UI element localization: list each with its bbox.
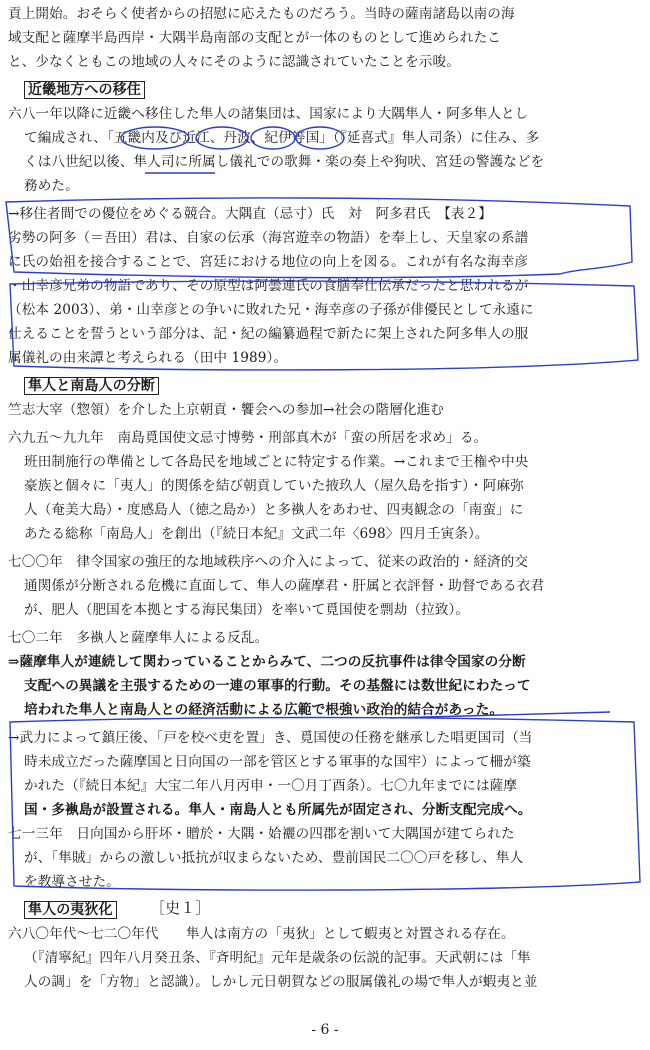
text-line: 貢上開始。おそらく使者からの招慰に応えたものだろう。当時の薩南諸島以南の海 (8, 6, 515, 22)
text-line: あたる総称「南島人」を創出（『続日本紀』文武二年〈698〉四月壬寅条）。 (24, 526, 489, 542)
section-heading-bundan: 隼人と南島人の分断 (24, 376, 159, 396)
text-line: 六九五〜九九年 南島覓国使文忌寸博勢・刑部真木が「蛮の所居を求め」る。 (8, 430, 488, 446)
text-line: 劣勢の阿多（＝吾田）君は、自家の伝承（海宮遊幸の物語）を奉上し、天皇家の系譜 (8, 230, 529, 246)
text-line: 六八一年以降に近畿へ移住した隼人の諸集団は、国家により大隅隼人・阿多隼人とし (8, 106, 529, 122)
section-heading-kinki: 近畿地方への移住 (24, 80, 145, 100)
text-line: 培われた隼人と南島人との経済活動による広範で根強い政治的結合があった。 (24, 702, 504, 718)
text-line: 支配への異議を主張するための一連の軍事的行動。その基盤には数世紀にわたって (24, 678, 531, 694)
text-line: くは八世紀以後、隼人司に所属し儀礼での歌舞・楽の奏上や狗吠、宮廷の警護などを (24, 154, 545, 170)
text-line: と、少なくともこの地域の人々にそのように認識されていたことを示唆。 (8, 54, 460, 70)
text-line: 属儀礼の由来譚と考えられる（田中 1989）。 (8, 350, 288, 366)
text-line: が、「隼賊」からの激しい抵抗が収まらないため、豊前国民二〇〇戸を移し、隼人 (24, 850, 524, 866)
text-line: 務めた。 (24, 178, 79, 194)
text-line: （『清寧紀』四年八月癸丑条、『斉明紀』元年是歳条の伝説的記事。天武朝には「隼 (24, 950, 531, 966)
page-number: - 6 - (311, 1022, 339, 1038)
text-line: 班田制施行の準備として各島民を地域ごとに特定する作業。→これまで王権や中央 (24, 454, 529, 470)
text-line: 人（奄美大島）・度感島人（徳之島か）と多褹人をあわせ、四夷観念の「南蛮」に (24, 502, 524, 518)
text-line: （松本 2003）、弟・山幸彦との争いに敗れた兄・海幸彦の子孫が俳優民として永遠に (8, 302, 534, 318)
text-line: て編成され、「五畿内及び近江、丹波、紀伊等国」（『延喜式』隼人司条）に住み、多 (24, 130, 540, 146)
text-line: ⇒薩摩隼人が連続して関わっていることからみて、二つの反抗事件は律令国家の分断 (8, 654, 526, 670)
text-line: 七一三年 日向国から肝坏・贈於・大隅・姶襹の四郡を割いて大隅国が建てられた (8, 826, 515, 842)
text-line: 竺志大宰（惣領）を介した上京朝貢・饗会への参加→社会の階層化進む (8, 402, 444, 418)
text-line: →武力によって鎮圧後、「戸を校べ吏を置」き、覓国使の任務を継承した唱更国司（当 (8, 730, 533, 746)
text-line: 人の調」を「方物」と認識）。しかし元日朝賀などの服属儀礼の場で隼人が蝦夷と並 (24, 974, 538, 990)
text-line: 時未成立だった薩摩国と日向国の一部を管区とする軍事的な国牢）によって柵が築 (24, 754, 531, 770)
text-line: に氏の始祖を接合することで、宮廷における地位の向上を図る。これが有名な海幸彦 (8, 254, 529, 270)
handwritten-note-shi1: ［史１］ (150, 899, 211, 917)
text-line: →移住者間での優位をめぐる競合。大隅直（忌寸）氏 対 阿多君氏 【表２】 (8, 206, 492, 222)
text-line: 七〇〇年 律令国家の強圧的な地域秩序への介入によって、従来の政治的・経済的交 (8, 554, 529, 570)
text-line: 七〇二年 多褹人と薩摩隼人による反乱。 (8, 630, 269, 646)
section-heading-iteki: 隼人の夷狄化 (24, 900, 117, 920)
text-line: 六八〇年代〜七二〇年代 隼人は南方の「夷狄」として蝦夷と対置される存在。 (8, 926, 515, 942)
text-line: 仕えることを誓うという部分は、記・紀の編纂過程で新たに架上された阿多隼人の服 (8, 326, 529, 342)
text-line: 国・多褹島が設置される。隼人・南島人とも所属先が固定され、分断支配完成へ。 (24, 802, 532, 818)
text-line: 豪族と個々に「夷人」的関係を結び朝貢していた掖玖人（屋久島を指す）・阿麻弥 (24, 478, 524, 494)
text-line: が、肥人（肥国を本拠とする海民集団）を率いて覓国使を剽劫（拉致）。 (24, 602, 470, 618)
text-line: ・山幸彦兄弟の物語であり、その原型は阿曇連氏の食膳奉仕伝承だったと思われるが (8, 278, 529, 294)
text-line: 域支配と薩摩半島西岸・大隅半島南部の支配とが一体のものとして進められたこ (8, 30, 501, 46)
text-line: 通関係が分断される危機に直面して、隼人の薩摩君・肝属と衣評督・助督である衣君 (24, 578, 545, 594)
text-line: かれた（『続日本紀』大宝二年八月丙申・一〇月丁酉条）。七〇九年までには薩摩 (24, 778, 518, 794)
text-line: を教導させた。 (24, 874, 120, 890)
